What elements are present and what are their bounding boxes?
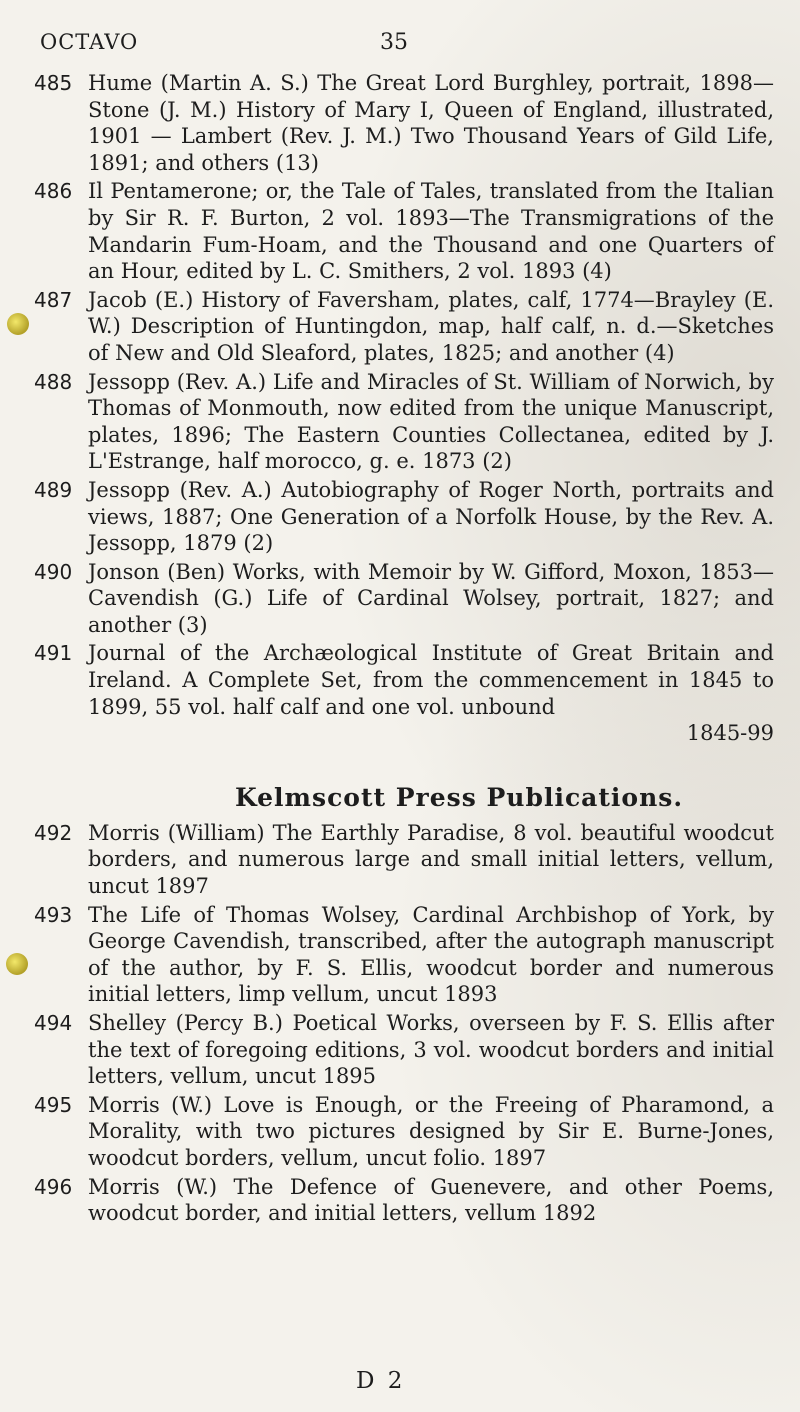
- catalogue-entry: [34, 1010, 774, 1090]
- lot-number: 486: [34, 179, 73, 204]
- catalogue-entry: [34, 287, 774, 367]
- page-number: 35: [380, 30, 408, 55]
- entry-text: Shelley (Percy B.) Poetical Works, overseen by F. S. Ellis after the text of foregoing editions, 3 vol. woodcut borders and initial letters, vellum, uncut 1895: [88, 1011, 774, 1089]
- catalogue-entry: [34, 70, 774, 176]
- lot-number: 490: [34, 559, 73, 584]
- running-head: OCTAVO: [40, 30, 139, 54]
- entry-text: Jacob (E.) History of Faversham, plates, calf, 1774—Brayley (E. W.) Description of Huntingdon, map, half calf, n. d.—Sketches of New and Old Sleaford, plates, 1825; and another (4): [88, 287, 774, 365]
- catalogue-entry: [34, 902, 774, 1008]
- catalogue-entry: [34, 178, 774, 284]
- catalogue-entry: [34, 477, 774, 557]
- entry-text: Journal of the Archæological Institute of Great Britain and Ireland. A Complete Set, from the commencement in 1845 to 1899, 55 vol. half calf and one vol. unbound: [88, 641, 774, 719]
- page-header: [40, 30, 760, 60]
- catalogue-entry: [34, 1092, 774, 1172]
- lot-number: 488: [34, 369, 73, 394]
- entry-text: Morris (William) The Earthly Paradise, 8 vol. beautiful woodcut borders, and numerous large and small initial letters, vellum, uncut 1897: [88, 820, 774, 899]
- signature-mark: D 2: [356, 1368, 406, 1394]
- catalogue-entry: [34, 820, 774, 900]
- catalogue-entry: [34, 559, 774, 639]
- lot-marker-dot-icon: [6, 953, 28, 975]
- lot-number: 495: [34, 1092, 73, 1117]
- lot-number: 491: [34, 641, 73, 666]
- lot-number: 494: [34, 1011, 73, 1035]
- catalogue-list: [34, 70, 774, 1229]
- catalogue-entry: [34, 640, 774, 746]
- entry-text: Hume (Martin A. S.) The Great Lord Burghley, portrait, 1898—Stone (J. M.) History of Mary I, Queen of England, illustrated, 1901 — Lambert (Rev. J. M.) Two Thousand Years of Gild Life, 1891; and others (13): [88, 71, 774, 175]
- lot-number: 493: [34, 902, 73, 927]
- entry-text: Morris (W.) The Defence of Guenevere, and other Poems, woodcut border, and initial letters, vellum 1892: [88, 1174, 774, 1226]
- entry-text: Morris (W.) Love is Enough, or the Freeing of Pharamond, a Morality, with two pictures designed by Sir E. Burne-Jones, woodcut borders, vellum, uncut folio. 1897: [88, 1092, 774, 1170]
- entry-text: Jessopp (Rev. A.) Autobiography of Roger North, portraits and views, 1887; One Generation of a Norfolk House, by the Rev. A. Jessopp, 1879 (2): [88, 477, 774, 556]
- entry-dates: 1845-99: [686, 721, 774, 746]
- section-title: Kelmscott Press Publications.: [234, 782, 684, 812]
- lot-number: 489: [34, 477, 73, 502]
- lot-number: 492: [34, 820, 73, 845]
- lot-number: 485: [34, 71, 73, 95]
- entry-text: Jonson (Ben) Works, with Memoir by W. Gifford, Moxon, 1853—Cavendish (G.) Life of Cardinal Wolsey, portrait, 1827; and another (3): [88, 559, 774, 637]
- catalogue-entry: [34, 369, 774, 475]
- lot-number: 496: [34, 1174, 73, 1199]
- lot-marker-dot-icon: [7, 313, 29, 335]
- catalogue-entry: [34, 1174, 774, 1227]
- entry-text: Jessopp (Rev. A.) Life and Miracles of St. William of Norwich, by Thomas of Monmouth, now edited from the unique Manuscript, plates, 1896; The Eastern Counties Collectanea, edited by J. L'Estrange, half morocco, g. e. 1873 (2): [88, 369, 774, 474]
- lot-number: 487: [34, 287, 73, 312]
- entry-text: Il Pentamerone; or, the Tale of Tales, translated from the Italian by Sir R. F. Burton, 2 vol. 1893—The Transmigrations of the Mandarin Fum-Hoam, and the Thousand and one Quarters of an Hour, edited by L. C. Smithers, 2 vol. 1893 (4): [88, 179, 774, 284]
- entry-text: The Life of Thomas Wolsey, Cardinal Archbishop of York, by George Cavendish, transcribed, after the autograph manuscript of the author, by F. S. Ellis, woodcut border and numerous initial letters, limp vellum, uncut 1893: [88, 902, 774, 1007]
